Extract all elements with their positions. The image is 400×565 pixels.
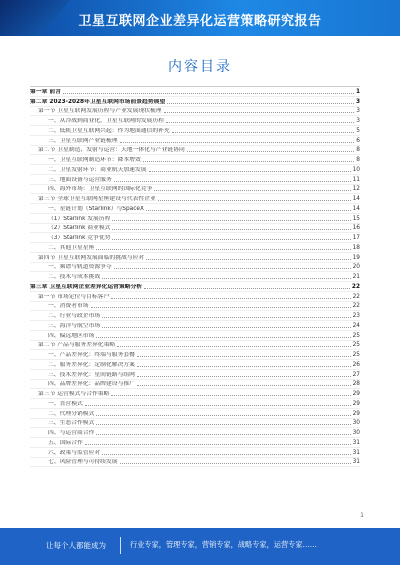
toc-entry-label: 第一节 市场定位与目标客户 [38, 293, 110, 300]
toc-entry[interactable] [30, 263, 360, 273]
toc-entry-label: 第三节 全球卫星互联网星座建设与代表性企业 [38, 196, 156, 202]
toc-entry-page: 6 [356, 137, 360, 144]
toc-entry[interactable] [30, 233, 360, 243]
toc-entry-label: 三、卫星互联网产业链梳理 [48, 137, 118, 144]
toc-entry[interactable] [30, 175, 360, 185]
toc-entry[interactable] [30, 341, 360, 351]
toc-entry[interactable] [30, 311, 360, 321]
toc-entry-page: 16 [352, 225, 360, 232]
toc-leader-dots [102, 454, 350, 455]
toc-entry-page: 8 [356, 157, 360, 163]
toc-leader-dots [96, 434, 350, 435]
toc-entry[interactable] [30, 136, 360, 146]
toc-entry-page: 3 [356, 108, 360, 115]
toc-entry[interactable] [30, 409, 360, 419]
toc-entry[interactable] [30, 204, 360, 214]
toc-entry-page: 26 [352, 361, 360, 368]
toc-entry[interactable] [30, 399, 360, 409]
toc-entry-label: 三、海洋与航空市场 [48, 322, 101, 329]
toc-entry-label: 一、从冷战到商业化，卫星互联网的发展历程 [48, 118, 164, 124]
toc-entry[interactable] [30, 438, 360, 448]
toc-entry-page: 10 [352, 166, 360, 173]
toc-leader-dots [102, 278, 350, 279]
toc-entry-label: 二、行业与政企市场 [48, 313, 101, 319]
toc-entry[interactable] [30, 194, 360, 204]
header-banner [0, 0, 400, 36]
toc-entry-page: 25 [352, 332, 360, 339]
toc-entry-page: 29 [352, 400, 360, 407]
toc-entry-label: 二、服务差异化：定制化解决方案 [48, 361, 135, 368]
toc-leader-dots [154, 190, 350, 191]
toc-leader-dots [114, 181, 351, 182]
toc-entry[interactable] [30, 350, 360, 360]
toc-entry-page: 29 [352, 391, 360, 397]
toc-leader-dots [137, 356, 351, 357]
toc-leader-dots [114, 268, 351, 269]
toc-entry-page: 8 [356, 147, 360, 154]
toc-entry[interactable] [30, 214, 360, 224]
toc-heading: 内容目录 [168, 59, 232, 75]
footer-roles: 行业专家，管理专家，营销专家，战略专家，运营专家…… [130, 540, 317, 549]
toc-entry-label: 第一章 前言 [30, 88, 62, 95]
toc-entry-label: 二、卫星发射环节：商业航天加速发展 [48, 166, 147, 173]
toc-entry-label: 五、国际合作 [48, 439, 83, 446]
toc-entry-label: 四、偏远地区市场 [48, 332, 95, 339]
toc-entry-page: 17 [352, 235, 360, 241]
toc-entry-label: 四、与运营商合作 [48, 430, 95, 436]
toc-entry[interactable] [30, 165, 360, 175]
toc-entry-page: 24 [352, 322, 360, 329]
toc-entry-page: 19 [352, 254, 360, 261]
toc-entry-page: 14 [352, 205, 360, 212]
toc-leader-dots [158, 200, 351, 201]
toc-entry[interactable] [30, 185, 360, 195]
toc-entry-page: 5 [356, 127, 360, 134]
footer-banner [0, 528, 400, 565]
toc-entry-label: 第二节 卫星制造、发射与运营：天地一体化与产业链协同 [38, 147, 185, 154]
toc-entry[interactable] [30, 272, 360, 282]
toc-leader-dots [85, 444, 351, 445]
toc-leader-dots [111, 395, 350, 396]
footer-divider [120, 537, 121, 554]
page-number: 1 [360, 512, 364, 519]
toc-entry-label: 一、卫星互联网制造环节：降本增效 [48, 157, 141, 163]
toc-leader-dots [112, 229, 350, 230]
toc-entry[interactable] [30, 155, 360, 165]
toc-entry[interactable] [30, 292, 360, 302]
toc-entry-label: 第三节 运营模式与合作策略 [38, 391, 110, 397]
toc-leader-dots [120, 142, 355, 143]
toc-leader-dots [63, 93, 354, 94]
toc-entry-label: 二、其他卫星星座 [48, 244, 95, 251]
toc-entry[interactable] [30, 116, 360, 126]
toc-entry-label: 一、直营模式 [48, 400, 83, 407]
toc-leader-dots [120, 463, 351, 464]
toc-entry-page: 14 [352, 196, 360, 202]
toc-entry-page: 23 [352, 313, 360, 319]
toc-entry-page: 25 [352, 352, 360, 358]
toc-entry[interactable] [30, 126, 360, 136]
toc-leader-dots [102, 317, 350, 318]
toc-entry-page: 31 [352, 449, 360, 456]
toc-entry-label: 第四节 卫星互联网发展面临的挑战与应对 [38, 254, 145, 261]
toc-leader-dots [146, 259, 350, 260]
toc-entry-label: 一、产品差异化：终端与服务套餐 [48, 352, 135, 358]
toc-entry-page: 21 [352, 274, 360, 280]
toc-entry-label: （1）Starlink 发展历程 [48, 215, 111, 222]
footer-slogan: 让每个人都能成为 [46, 541, 106, 550]
toc-entry-label: 三、生态合作模式 [48, 420, 95, 427]
toc-entry-label: 三、地面设备与运营服务 [48, 176, 112, 183]
report-title: 卫星互联网企业差异化运营策略研究报告 [78, 14, 322, 29]
toc-entry-page: 3 [356, 118, 360, 124]
toc-leader-dots [172, 132, 355, 133]
toc-leader-dots [111, 298, 350, 299]
toc-entry-page: 25 [352, 342, 360, 349]
toc-entry[interactable] [30, 448, 360, 458]
toc-entry[interactable] [30, 458, 360, 468]
toc-entry-label: 第一节 卫星互联网发展历程与产业发展现状梳理 [38, 108, 162, 115]
toc-entry-page: 30 [352, 430, 360, 436]
toc-leader-dots [144, 288, 350, 289]
toc-leader-dots [166, 122, 354, 123]
toc-entry-page: 30 [352, 420, 360, 427]
toc-entry-label: 一、频谱与轨道资源争夺 [48, 264, 112, 271]
toc-leader-dots [137, 366, 351, 367]
toc-entry-label: 二、技术与成本挑战 [48, 274, 101, 280]
toc-entry-page: 18 [352, 244, 360, 251]
toc-leader-dots [85, 405, 351, 406]
toc-entry-label: 三、技术差异化：星间链路与组网 [48, 371, 135, 378]
toc-entry-label: 七、风险管理与可持续发展 [48, 459, 118, 466]
toc-entry-page: 31 [352, 439, 360, 446]
toc-entry-page: 22 [352, 293, 360, 300]
toc-leader-dots [187, 151, 355, 152]
toc-entry-page: 11 [352, 176, 360, 183]
toc-leader-dots [91, 307, 351, 308]
toc-entry[interactable] [30, 146, 360, 156]
toc-entry-page: 1 [355, 88, 360, 95]
toc-entry-label: 四、海外市场：卫星互联网的国际化竞争 [48, 186, 153, 193]
toc-entry-page: 27 [352, 371, 360, 378]
toc-leader-dots [149, 171, 351, 172]
toc-entry-label: 一、星链计划（Starlink）与SpaceX [48, 205, 144, 212]
toc-entry[interactable] [30, 253, 360, 263]
toc-entry-page: 3 [355, 98, 360, 105]
toc-entry[interactable] [30, 389, 360, 399]
toc-entry[interactable] [30, 321, 360, 331]
toc-entry-label: 第二节 产品与服务差异化策略 [38, 342, 116, 349]
toc-entry-page: 31 [352, 459, 360, 466]
toc-entry-label: 一、消费者市场 [48, 303, 89, 310]
toc-entry[interactable] [30, 370, 360, 380]
toc-entry[interactable] [30, 224, 360, 234]
toc-leader-dots [143, 161, 355, 162]
toc-entry-label: 二、代理分销模式 [48, 410, 95, 417]
toc-entry[interactable] [30, 302, 360, 312]
toc-entry-page: 29 [352, 410, 360, 417]
toc-entry-page: 22 [351, 283, 360, 290]
toc-entry[interactable] [30, 419, 360, 429]
table-of-contents [30, 86, 360, 467]
toc-entry[interactable] [30, 380, 360, 390]
toc-leader-dots [117, 346, 350, 347]
toc-entry-label: （3）Starlink 竞争优势 [48, 235, 111, 241]
toc-entry[interactable] [30, 107, 360, 117]
toc-entry[interactable] [30, 97, 360, 107]
toc-entry-page: 22 [352, 303, 360, 310]
toc-entry-page: 12 [352, 186, 360, 193]
toc-leader-dots [96, 424, 350, 425]
toc-entry[interactable] [30, 87, 360, 97]
toc-entry-label: 四、品牌差异化：品牌建设与推广 [48, 381, 135, 388]
toc-leader-dots [137, 376, 351, 377]
toc-leader-dots [112, 220, 350, 221]
toc-leader-dots [167, 103, 354, 104]
toc-entry[interactable] [30, 428, 360, 438]
toc-entry-page: 15 [352, 215, 360, 222]
toc-leader-dots [137, 385, 351, 386]
toc-leader-dots [112, 239, 350, 240]
toc-leader-dots [146, 210, 351, 211]
toc-entry-page: 20 [352, 264, 360, 271]
toc-entry-label: 二、低轨卫星互联网兴起：作为地面通信的补充 [48, 127, 170, 134]
toc-leader-dots [96, 249, 350, 250]
toc-entry[interactable] [30, 243, 360, 253]
toc-entry[interactable] [30, 360, 360, 370]
toc-entry-page: 28 [352, 381, 360, 388]
toc-entry-label: 第二章 2023-2028年卫星互联网市场前景趋势展望 [30, 98, 166, 105]
toc-leader-dots [96, 337, 350, 338]
toc-leader-dots [102, 327, 350, 328]
toc-entry-label: （2）Starlink 商业模式 [48, 225, 111, 232]
toc-entry[interactable] [30, 331, 360, 341]
toc-entry-label: 第三章 卫星互联网企业差异化运营策略分析 [30, 283, 143, 290]
toc-entry-label: 六、政策与监管应对 [48, 449, 101, 456]
toc-leader-dots [96, 415, 350, 416]
toc-leader-dots [164, 112, 355, 113]
toc-entry[interactable] [30, 282, 360, 292]
